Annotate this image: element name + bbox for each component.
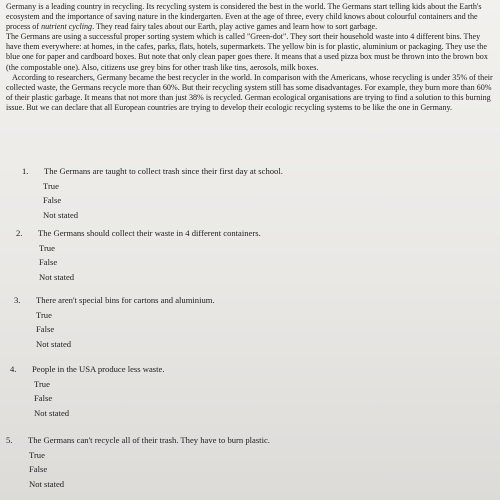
nutrient-cycling-term: nutrient cycling: [41, 22, 93, 32]
question-text: People in the USA produce less waste.: [32, 364, 165, 374]
question-number: 3.: [14, 295, 21, 305]
option-not-stated: Not stated: [39, 271, 75, 282]
option-not-stated: Not stated: [36, 338, 72, 349]
option-false: False: [36, 324, 55, 334]
question-number: 4.: [10, 364, 17, 374]
question-number: 2.: [16, 228, 23, 238]
option-not-stated: Not stated: [43, 209, 79, 220]
question-number: 1.: [22, 166, 29, 176]
question-2: [16, 226, 261, 284]
option-false: False: [34, 393, 53, 403]
option-not-stated: Not stated: [34, 407, 70, 418]
question-4: [10, 362, 164, 420]
question-1: [22, 164, 283, 222]
option-true: True: [29, 449, 45, 460]
question-text: The Germans should collect their waste in 4 different containers.: [38, 228, 261, 238]
option-false: False: [43, 195, 62, 205]
question-text: The Germans can't recycle all of their trash. They have to burn plastic.: [28, 435, 270, 445]
question-3: [14, 293, 215, 351]
option-true: True: [43, 180, 59, 191]
option-false: False: [39, 257, 58, 267]
option-true: True: [39, 242, 55, 253]
question-text: The Germans are taught to collect trash since their first day at school.: [44, 166, 283, 176]
passage-paragraph-1: Germany is a leading country in recycling. Its recycling system is considered the best in the world. The Germans start telling kids about the Earth's ecosystem and the importance of saving nature in the kindergarten. Even at the age of three, every child knows about colourful containers and the process of nutrient cycling. They read fairy tales about our Earth, play active games and learn how to sort garbage.: [6, 2, 482, 32]
question-5: [6, 433, 270, 491]
option-not-stated: Not stated: [29, 478, 65, 489]
passage-paragraph-3: According to researchers, Germany became the best recycler in the world. In comparison with the Americans, whose recycling is under 35% of their collected waste, the Germans recycle more than 60%. But their recycling system still has some disadvantages. For example, they burn more than 60% of their plastic garbage. It means that not more than just 38% is recycled. German ecological organisations are trying to find a solution to this burning issue. But we can declare that all European countries are trying to develop their ecologic recycling systems to be like the one in Germany.: [6, 72, 493, 112]
option-false: False: [29, 464, 48, 474]
reading-passage: [6, 2, 494, 113]
question-text: There aren't special bins for cartons and aluminium.: [36, 295, 215, 305]
option-true: True: [34, 378, 50, 389]
option-true: True: [36, 309, 52, 320]
passage-paragraph-2: The Germans are using a successful proper sorting system which is called "Green-dot". They sort their household waste into 4 different bins. They have them everywhere: at homes, in the cafes, parks, flats, hotels, supermarkets. The yellow bin is for plastic, aluminium or packaging. They use the blue one for paper and cardboard boxes. But note that only clean paper goes there. It means that a used pizza box must be thrown into the brown box (the compostable one). Also, citizens use grey bins for other trash like tins, aerosols, milk boxes.: [6, 32, 488, 72]
question-number: 5.: [6, 435, 13, 445]
